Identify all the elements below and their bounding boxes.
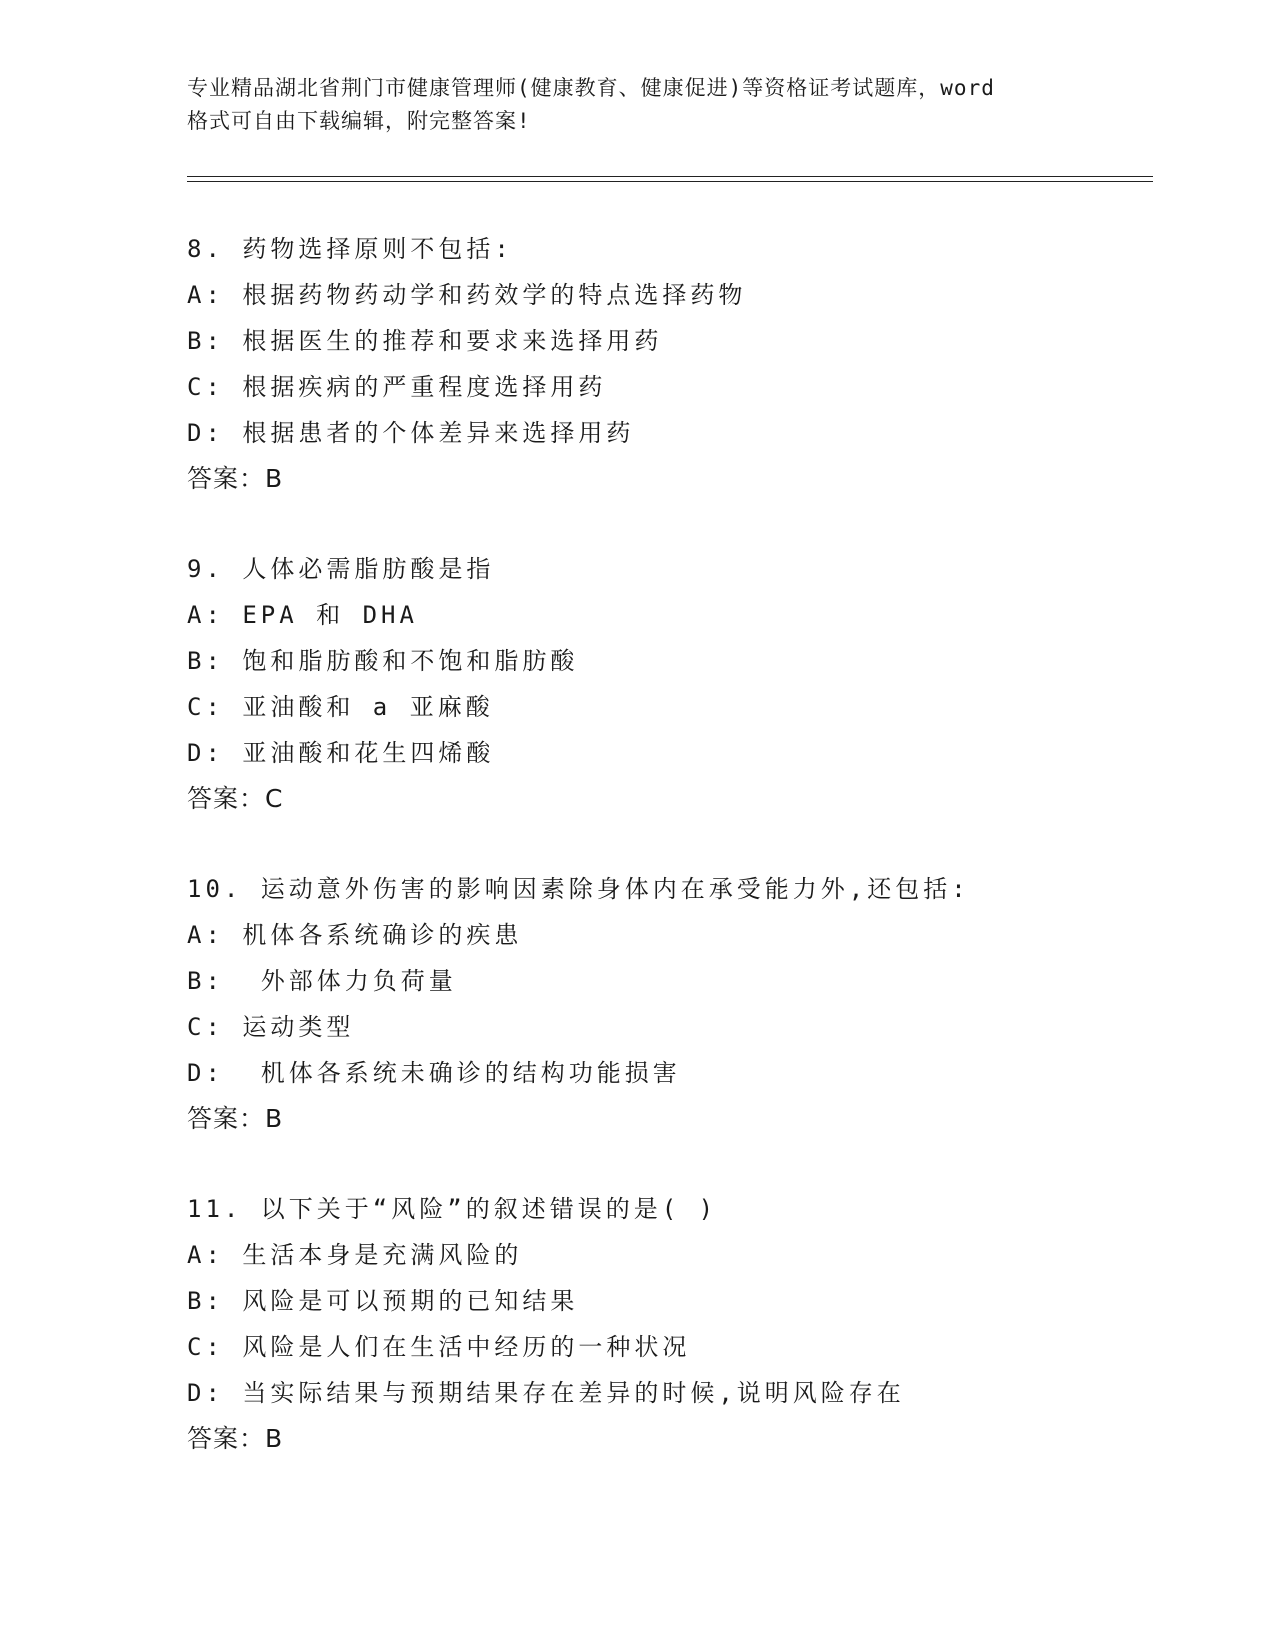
answer-label: 答案：B (187, 1104, 284, 1133)
option-c: C: 风险是人们在生活中经历的一种状况 (187, 1333, 691, 1361)
question-9 (187, 546, 1147, 822)
question-stem: 11. 以下关于“风险”的叙述错误的是( ) (187, 1195, 718, 1223)
header-divider-bottom (187, 181, 1153, 182)
option-a: A: 根据药物药动学和药效学的特点选择药物 (187, 281, 747, 309)
header-line-2: 格式可自由下载编辑，附完整答案! (187, 109, 531, 133)
option-d: D: 根据患者的个体差异来选择用药 (187, 419, 635, 447)
answer-label: 答案：B (187, 1424, 284, 1453)
question-stem: 9. 人体必需脂肪酸是指 (187, 555, 495, 583)
option-c: C: 运动类型 (187, 1013, 355, 1041)
option-c: C: 根据疾病的严重程度选择用药 (187, 373, 607, 401)
question-stem: 10. 运动意外伤害的影响因素除身体内在承受能力外,还包括: (187, 875, 970, 903)
option-d: D: 机体各系统未确诊的结构功能损害 (187, 1059, 681, 1087)
question-stem: 8. 药物选择原则不包括: (187, 235, 513, 263)
option-d: D: 亚油酸和花生四烯酸 (187, 739, 495, 767)
header-line-1: 专业精品湖北省荆门市健康管理师(健康教育、健康促进)等资格证考试题库，word (187, 76, 995, 100)
option-a: A: EPA 和 DHA (187, 601, 418, 629)
question-8 (187, 226, 1147, 502)
option-b: B: 外部体力负荷量 (187, 967, 457, 995)
option-b: B: 风险是可以预期的已知结果 (187, 1287, 579, 1315)
option-b: B: 根据医生的推荐和要求来选择用药 (187, 327, 663, 355)
question-11 (187, 1186, 1147, 1462)
option-d: D: 当实际结果与预期结果存在差异的时候,说明风险存在 (187, 1379, 905, 1407)
document-header (187, 72, 1087, 138)
option-b: B: 饱和脂肪酸和不饱和脂肪酸 (187, 647, 579, 675)
option-c: C: 亚油酸和 a 亚麻酸 (187, 693, 494, 721)
answer-label: 答案：C (187, 784, 284, 813)
question-10 (187, 866, 1147, 1142)
answer-label: 答案：B (187, 464, 284, 493)
header-divider-top (187, 176, 1153, 177)
option-a: A: 生活本身是充满风险的 (187, 1241, 523, 1269)
option-a: A: 机体各系统确诊的疾患 (187, 921, 523, 949)
